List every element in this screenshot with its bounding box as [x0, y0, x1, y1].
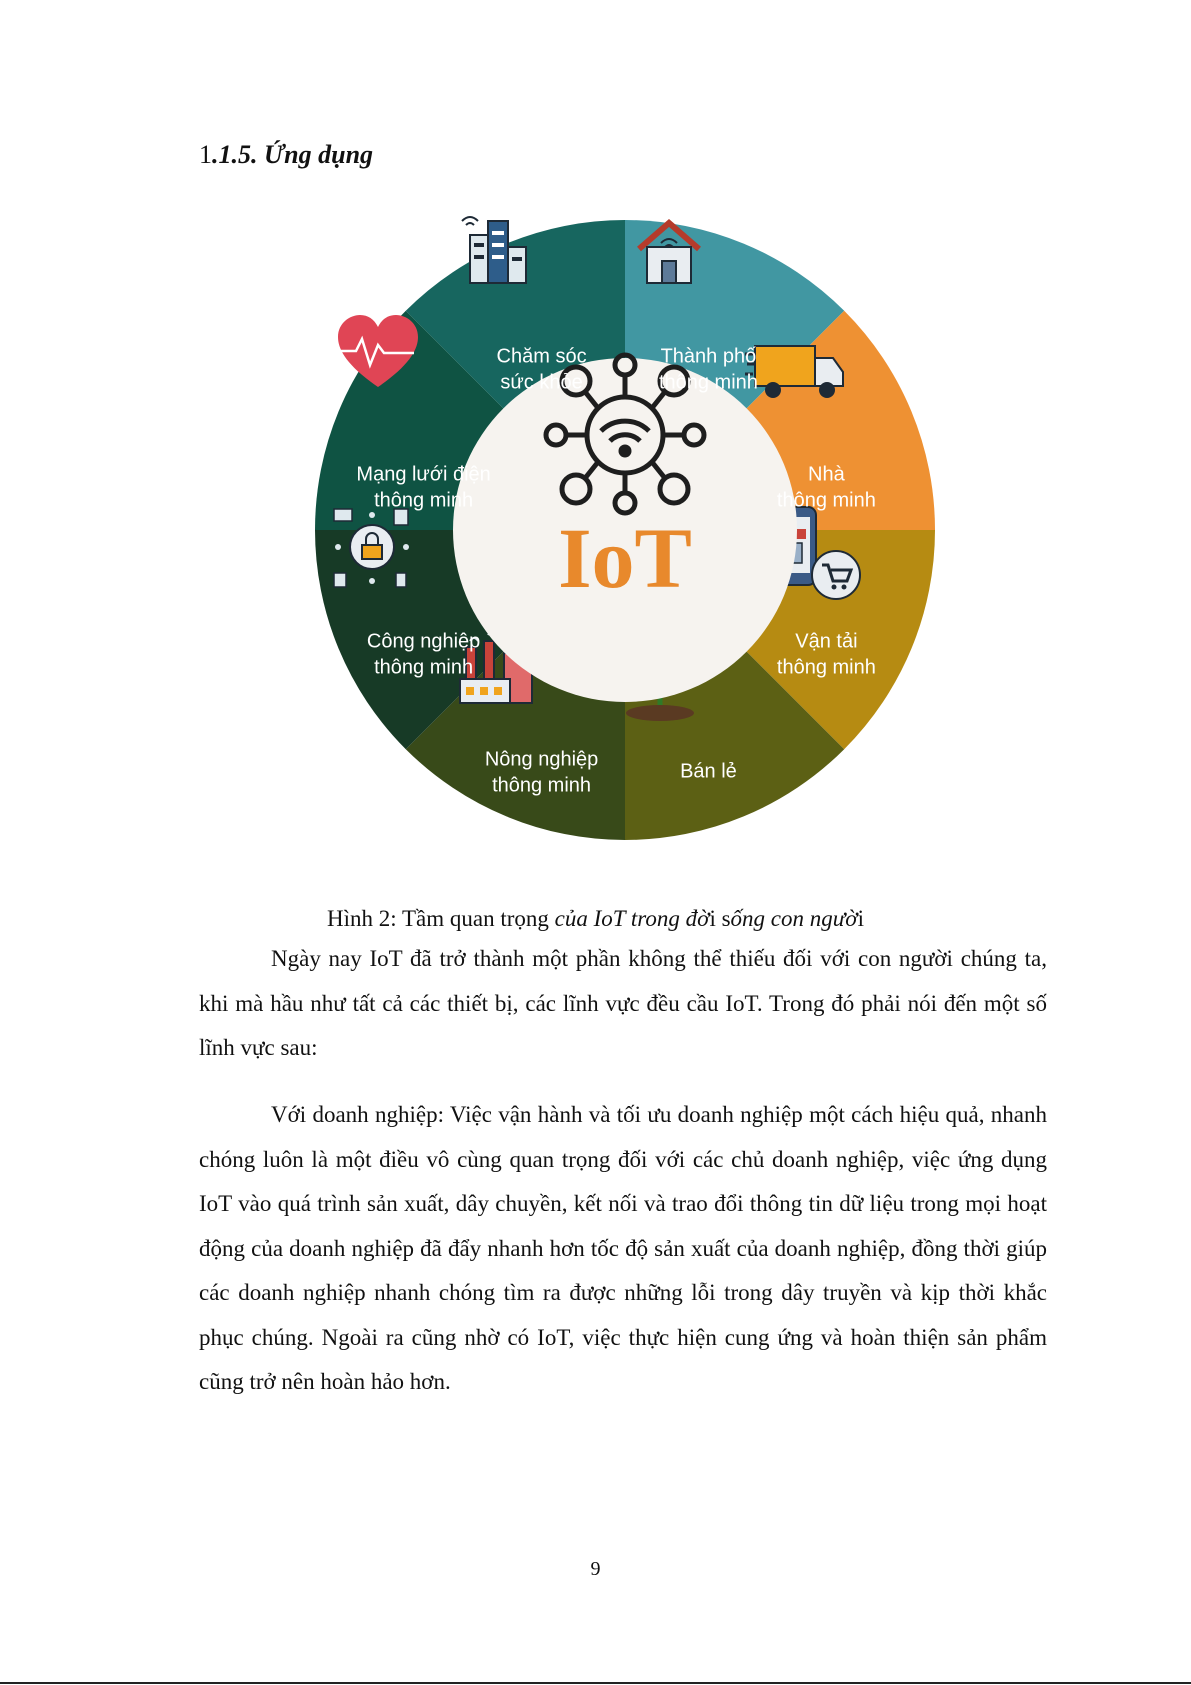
segment-label-line2: thông minh [776, 656, 876, 679]
section-number: 1 [199, 140, 212, 169]
section-title: Ứng dụng [264, 140, 374, 169]
segment-label-retail [680, 760, 737, 782]
segment-label-line2: thông minh [374, 489, 474, 512]
paragraph-1 [199, 937, 1047, 1071]
section-number-rest: .1.5. [212, 140, 258, 169]
segment-label-line2: sức khỏe [500, 371, 583, 394]
section-heading [199, 140, 373, 170]
page-number: 9 [590, 1558, 601, 1580]
figure-caption [0, 906, 1191, 932]
segment-label-line1: Thành phố [660, 345, 757, 368]
segment-label-line1: Mạng lưới điện [356, 463, 491, 486]
city-buildings-icon [462, 217, 526, 283]
bottom-rule [0, 1682, 1191, 1684]
caption-part-d: ống con ngườ [730, 906, 858, 931]
paragraph-2 [199, 1093, 1047, 1405]
iot-applications-figure [290, 195, 960, 865]
paragraph-1-text: Ngày nay IoT đã trở thành một phần không thể thiếu đối với con người chúng ta, khi mà hầu như tất cả các thiết bị, các lĩnh vực đều cầu IoT. Trong đó phải nói đến một số lĩnh vực sau: [199, 946, 1047, 1060]
caption-part-e: i [857, 906, 864, 931]
segment-label-line2: thông minh [374, 656, 474, 679]
segment-label-line2: thông minh [658, 371, 758, 394]
caption-part-a: Hình 2: Tầm quan trọng [327, 906, 555, 931]
segment-label-line1: Nhà [808, 463, 845, 486]
segment-label-line1: Chăm sóc [496, 345, 587, 368]
segment-label-line1: Nông nghiệp [484, 748, 599, 771]
segment-label-line2: thông minh [776, 489, 876, 512]
segment-label-line1: Công nghiệp [366, 630, 481, 653]
caption-part-b: của IoT trong đờ [554, 906, 710, 931]
segment-label-line1: Vận tải [795, 630, 858, 653]
iot-wheel [290, 195, 960, 865]
segment-label-line1: Bán lẻ [680, 760, 737, 783]
paragraph-2-text: Với doanh nghiệp: Việc vận hành và tối ưu doanh nghiệp một cách hiệu quả, nhanh chóng luôn là một điều vô cùng quan trọng đối với các chủ doanh nghiệp, việc ứng dụng IoT vào quá trình sản xuất, dây chuyền, kết nối và trao đổi thông tin dữ liệu trong mọi hoạt động của doanh nghiệp đã đẩy nhanh hơn tốc độ sản xuất của doanh nghiệp, đồng thời giúp các doanh nghiệp nhanh chóng tìm ra được những lỗi trong dây truyền và kịp thời khắc phục chúng. Ngoài ra cũng nhờ có IoT, việc thực hiện cung ứng và hoàn thiện sản phẩm cũng trở nên hoàn hảo hơn. [199, 1102, 1047, 1394]
iot-center-label: IoT [558, 510, 692, 606]
segment-label-line2: thông minh [492, 774, 592, 797]
caption-part-c: i s [709, 906, 731, 931]
